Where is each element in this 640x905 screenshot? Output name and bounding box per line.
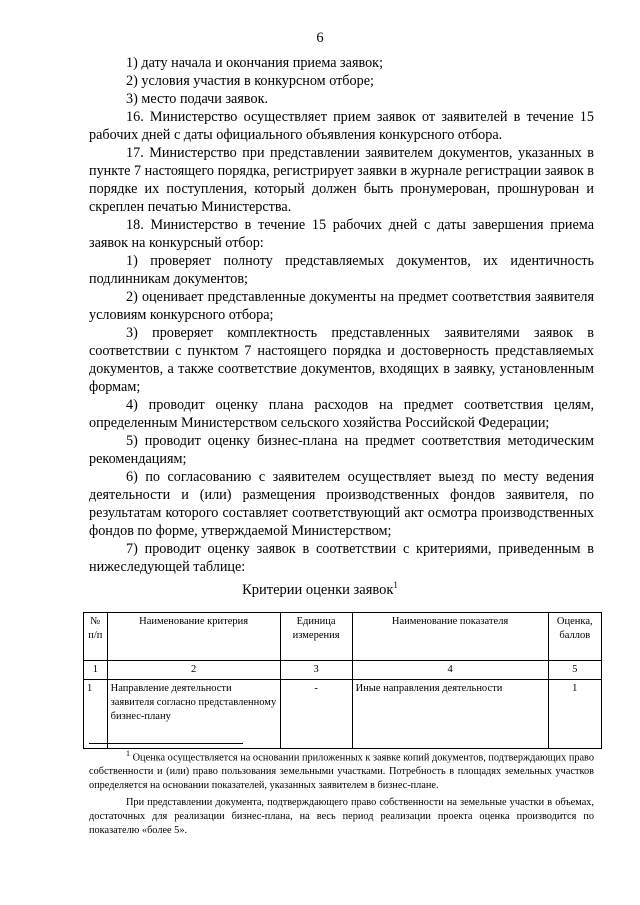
footnote-1-text: Оценка осуществляется на основании приложенных к заявке копий документов, подтверждающих право собственности и (или) право пользования земельными участками. Потребность в площадях земельных участков определяется на основании показателей, указанных заявителем в бизнес-плане.	[89, 752, 594, 792]
footnote-2: При представлении документа, подтверждающего право собственности на земельные участки в объемах, достаточных для реализации бизнес-плана, на весь период реализации проекта оценка производится по показателю «более 5».	[89, 797, 594, 837]
paragraph: 2) условия участия в конкурсном отборе;	[126, 73, 374, 89]
page-number: 6	[316, 30, 324, 46]
table-row	[84, 680, 602, 749]
table-title-text: Критерии оценки заявок	[242, 581, 394, 598]
footnote-divider	[89, 743, 243, 744]
body-text	[89, 54, 594, 576]
paragraph: 5) проводит оценку бизнес-плана на предмет соответствия методическим рекомендациям;	[89, 433, 594, 467]
paragraph: 1) дату начала и окончания приема заявок;	[126, 55, 384, 71]
paragraph: 6) по согласованию с заявителем осуществляет выезд по месту ведения деятельности и (или) размещения производственных фондов заявителя, по результатам которого составляет соответствующий акт осмотра производственных фондов по форме, утверждаемой Министерством;	[89, 469, 594, 539]
footnotes	[89, 747, 594, 838]
footnote-mark: 1	[126, 749, 130, 758]
footnote-1	[89, 747, 594, 793]
paragraph: 3) проверяет комплектность представленных заявителями заявок в соответствии с пунктом 7 настоящего порядка и достоверность представляемых документов, а также соответствие документов, входящих в заявку, установленным формам;	[89, 325, 594, 395]
column-number: 2	[107, 661, 280, 680]
header-criterion-name: Наименование критерия	[107, 613, 280, 661]
row-score: 1	[548, 680, 601, 749]
table-header-row	[84, 613, 602, 661]
column-number: 5	[548, 661, 601, 680]
table-title	[0, 580, 640, 599]
header-indicator: Наименование показателя	[352, 613, 548, 661]
paragraph: 18. Министерство в течение 15 рабочих дней с даты завершения приема заявок на конкурсный отбор:	[89, 217, 594, 251]
table-title-footnote-mark: 1	[393, 580, 398, 590]
header-num: № п/п	[84, 613, 108, 661]
header-score: Оценка, баллов	[548, 613, 601, 661]
row-indicator: Иные направления деятельности	[352, 680, 548, 749]
column-number: 1	[84, 661, 108, 680]
column-number: 4	[352, 661, 548, 680]
criteria-table	[83, 612, 602, 749]
paragraph: 7) проводит оценку заявок в соответствии с критериями, приведенным в нижеследующей таблице:	[89, 541, 594, 575]
paragraph: 1) проверяет полноту представляемых документов, их идентичность подлинникам документов;	[89, 253, 594, 287]
paragraph: 3) место подачи заявок.	[126, 91, 269, 107]
column-number-row	[84, 661, 602, 680]
paragraph: 17. Министерство при представлении заявителем документов, указанных в пункте 7 настоящего порядка, регистрирует заявки в журнале регистрации заявок в порядке их поступления, который должен быть пронумерован, прошнурован и скреплен печатью Министерства.	[89, 145, 594, 215]
row-unit: -	[280, 680, 352, 749]
header-unit: Единица измерения	[280, 613, 352, 661]
column-number: 3	[280, 661, 352, 680]
paragraph: 16. Министерство осуществляет прием заявок от заявителей в течение 15 рабочих дней с даты официального объявления конкурсного отбора.	[89, 109, 594, 143]
row-criterion-name: Направление деятельности заявителя согласно представленному бизнес-плану	[107, 680, 280, 749]
paragraph: 4) проводит оценку плана расходов на предмет соответствия целям, определенным Министерством сельского хозяйства Российской Федерации;	[89, 397, 594, 431]
row-num: 1	[84, 680, 108, 749]
paragraph: 2) оценивает представленные документы на предмет соответствия заявителя условиям конкурсного отбора;	[89, 289, 594, 323]
